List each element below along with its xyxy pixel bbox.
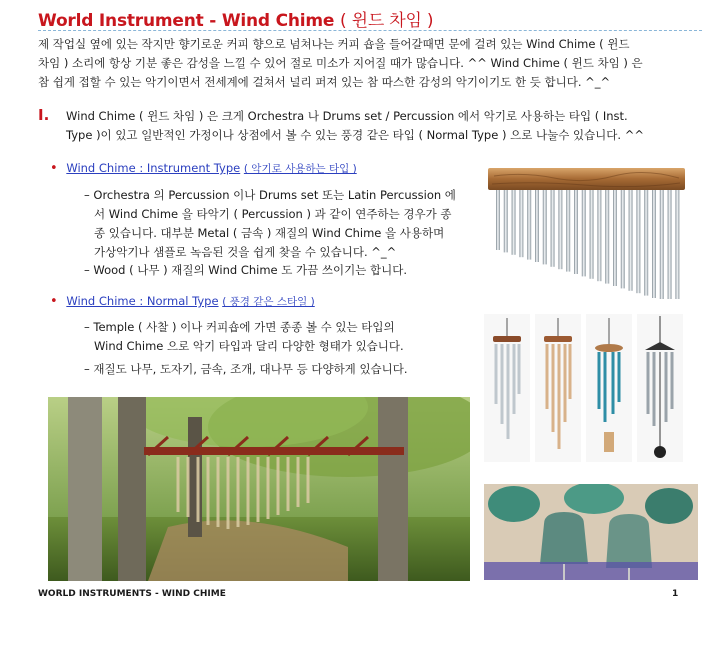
list-item-line: 종 있습니다. 대부분 Metal ( 금속 ) 재질의 Wind Chime 을 사용하며 — [94, 226, 445, 240]
section-line: Wind Chime ( 윈드 차임 ) 은 크게 Orchestra 나 Drums set / Percussion 에서 악기로 사용하는 타입 ( Inst. — [66, 109, 628, 123]
page-number: 1 — [672, 589, 679, 599]
list-item-line: – Wood ( 나무 ) 재질의 Wind Chime 도 가끔 쓰이기는 합니다. — [84, 263, 407, 277]
list-item — [84, 261, 407, 280]
instrument-type-link[interactable]: Wind Chime : Instrument Type — [66, 161, 241, 175]
title-main: World Instrument - Wind Chime — [38, 11, 335, 31]
intro-line: 제 작업실 옆에 있는 작지만 향기로운 커피 향으로 넘쳐나는 커피 숍을 들어갈때면 문에 걸려 있는 Wind Chime ( 윈드 — [38, 37, 630, 51]
chime-rod — [527, 190, 531, 260]
page-title — [38, 6, 433, 31]
list-item-line: 가상악기나 샘플로 녹음된 것을 쉽게 찾을 수 있습니다. ^_^ — [94, 245, 397, 259]
normal-type-link[interactable]: Wind Chime : Normal Type — [66, 294, 219, 308]
bullet-icon: • — [50, 161, 58, 176]
list-item-line: – Temple ( 사찰 ) 이나 커피숍에 가면 종종 볼 수 있는 타입의 — [84, 320, 395, 334]
list-item-line: – 재질도 나무, 도자기, 금속, 조개, 대나무 등 다양하게 있습니다. — [84, 362, 408, 376]
chime-rod — [496, 190, 500, 250]
chime-rod — [597, 190, 601, 281]
instrument-type-heading — [50, 161, 357, 176]
bells-photo — [484, 484, 698, 580]
hanging-chime-image-2 — [535, 314, 581, 462]
footer-title: WORLD INSTRUMENTS - WIND CHIME — [38, 589, 226, 599]
instrument-type-sub[interactable]: ( 악기로 사용하는 타입 ) — [243, 163, 357, 175]
chime-rod — [644, 190, 648, 296]
list-item — [84, 360, 408, 379]
chime-rod — [668, 190, 672, 299]
hanging-chime-image-3 — [586, 314, 632, 462]
chime-rod — [629, 190, 633, 291]
list-item — [84, 186, 456, 262]
list-item-line: Wind Chime 으로 악기 타입과 달리 다양한 형태가 있습니다. — [94, 339, 404, 353]
hanging-chime-image-1 — [484, 314, 530, 462]
chime-rod — [675, 190, 679, 299]
intro-line: 참 쉽게 접할 수 있는 악기이면서 전세계에 걸쳐서 널리 퍼져 있는 참 따스한 감성의 악기이기도 한 듯 합니다. ^_^ — [38, 75, 611, 89]
chime-rod — [613, 190, 617, 286]
chime-rod — [582, 190, 586, 276]
title-bar — [38, 4, 702, 31]
chime-rod — [543, 190, 547, 264]
section-line: Type )이 있고 일반적인 가정이나 상점에서 볼 수 있는 풍경 같은 타입 ( Normal Type ) 으로 나눌수 있습니다. ^^ — [66, 128, 644, 142]
chime-rod — [558, 190, 562, 269]
chime-rod — [574, 190, 578, 274]
chime-rod — [512, 190, 516, 255]
normal-type-heading — [50, 294, 315, 309]
chime-rod — [519, 190, 523, 257]
chime-rod — [535, 190, 539, 262]
title-korean: ( 윈드 차임 ) — [339, 11, 434, 31]
intro-line: 차임 ) 소리에 항상 기분 좋은 감성을 느낄 수 있어 절로 미소가 지어질 때가 많습니다. ^^ Wind Chime ( 윈드 차임 ) 은 — [38, 56, 643, 70]
chime-rod — [551, 190, 555, 267]
chime-rod — [621, 190, 625, 288]
chime-rod — [652, 190, 656, 298]
bridge-chime-photo — [48, 397, 470, 581]
list-item-line: 서 Wind Chime 을 타악기 ( Percussion ) 과 같이 연주하는 경우가 종 — [94, 207, 452, 221]
normal-type-sub[interactable]: ( 풍경 같은 스타일 ) — [222, 296, 315, 308]
list-item-line: – Orchestra 의 Percussion 이나 Drums set 또는 Latin Percussion 에 — [84, 188, 456, 202]
section-one-text — [66, 107, 696, 145]
chime-rod — [566, 190, 570, 272]
chime-rod — [636, 190, 640, 293]
intro-paragraph — [38, 35, 678, 92]
chime-rod — [605, 190, 609, 284]
bar-chime-image — [484, 164, 689, 299]
list-item — [84, 318, 404, 356]
chime-rod — [504, 190, 508, 252]
section-number: I. — [38, 106, 50, 124]
hanging-chime-image-4 — [637, 314, 683, 462]
chime-rod — [660, 190, 664, 299]
bullet-icon: • — [50, 294, 58, 309]
chime-rod — [590, 190, 594, 279]
